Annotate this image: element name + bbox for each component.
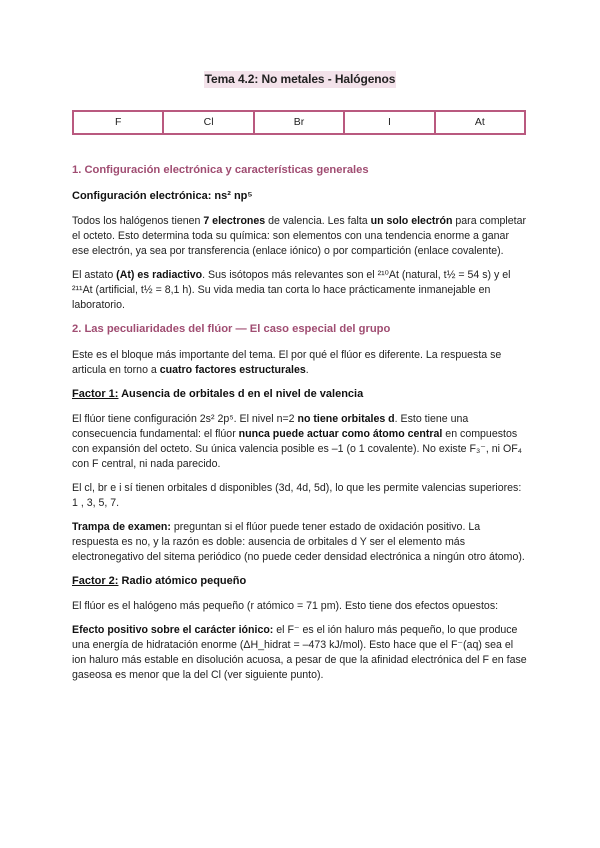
section1-subheading: Configuración electrónica: ns² np⁵ xyxy=(72,190,253,202)
page-title: Tema 4.2: No metales - Halógenos xyxy=(204,72,396,86)
element-cell-at: At xyxy=(474,116,485,128)
element-cell-i: I xyxy=(345,112,435,133)
document-body xyxy=(72,163,528,692)
halogen-elements-table xyxy=(72,110,526,135)
element-cell-cl: Cl xyxy=(164,112,254,133)
element-cell-f: F xyxy=(74,112,164,133)
section1-paragraph-2: El astato (At) es radiactivo. Sus isótopos más relevantes son el ²¹⁰At (natural, t½ = 54 s) y el ²¹¹At (artificial, t½ = 8,1 h). Su vida media tan corta lo hace prácticamente inmanejable en laboratorio. xyxy=(72,269,511,311)
factor2-paragraph-2: Efecto positivo sobre el carácter iónico: el F⁻ es el ión haluro más pequeño, lo que produce una energía de hidratación enorme (ΔH_hidrat = –473 kJ/mol). Esto hace que el F⁻(aq) sea el ion haluro más estable en disolución acuosa, a pesar de que la afinidad electrónica del F en fase gaseosa es menor que la del Cl (ver siguiente punto). xyxy=(72,624,527,681)
section2-intro: Este es el bloque más importante del tema. El por qué el flúor es diferente. La respuesta se articula en torno a cuatro factores estructurales. xyxy=(72,349,502,376)
factor1-paragraph-2: El cl, br e i sí tienen orbitales d disponibles (3d, 4d, 5d), lo que les permite valencias superiores: 1 , 3, 5, 7. xyxy=(72,482,522,509)
factor1-heading: Factor 1: Ausencia de orbitales d en el nivel de valencia xyxy=(72,388,364,400)
factor2-paragraph-1: El flúor es el halógeno más pequeño (r atómico = 71 pm). Esto tiene dos efectos opuestos: xyxy=(72,600,499,612)
factor1-paragraph-1: El flúor tiene configuración 2s² 2p⁵. El nivel n=2 no tiene orbitales d. Esto tiene una consecuencia fundamental: el flúor nunca puede actuar como átomo central en compuestos con expansión del octeto. Su única valencia posible es –1 (o 1 covalente). No existe F₃⁻, ni OF₄ con F central, ni nada parecido. xyxy=(72,413,522,470)
section1-paragraph-1: Todos los halógenos tienen 7 electrones de valencia. Les falta un solo electrón para completar el octeto. Esto determina toda su química: son elementos con una tendencia enorme a ganar ese electrón, ya sea por transferencia (enlace iónico) o por compartición (enlace covalente). xyxy=(72,215,527,257)
factor1-exam-trap: Trampa de examen: preguntan si el flúor puede tener estado de oxidación positivo. La respuesta es no, y la razón es doble: ausencia de orbitales d Y ser el elemento más electronegativo del sitema periódico (no puede ceder densidad electrónica a ningún otro átomo). xyxy=(72,521,525,563)
factor2-heading: Factor 2: Radio atómico pequeño xyxy=(72,575,247,587)
section1-heading: 1. Configuración electrónica y características generales xyxy=(72,164,369,176)
section2-heading: 2. Las peculiaridades del flúor — El caso especial del grupo xyxy=(72,323,391,335)
title-block xyxy=(0,71,600,88)
element-cell-br: Br xyxy=(255,112,345,133)
